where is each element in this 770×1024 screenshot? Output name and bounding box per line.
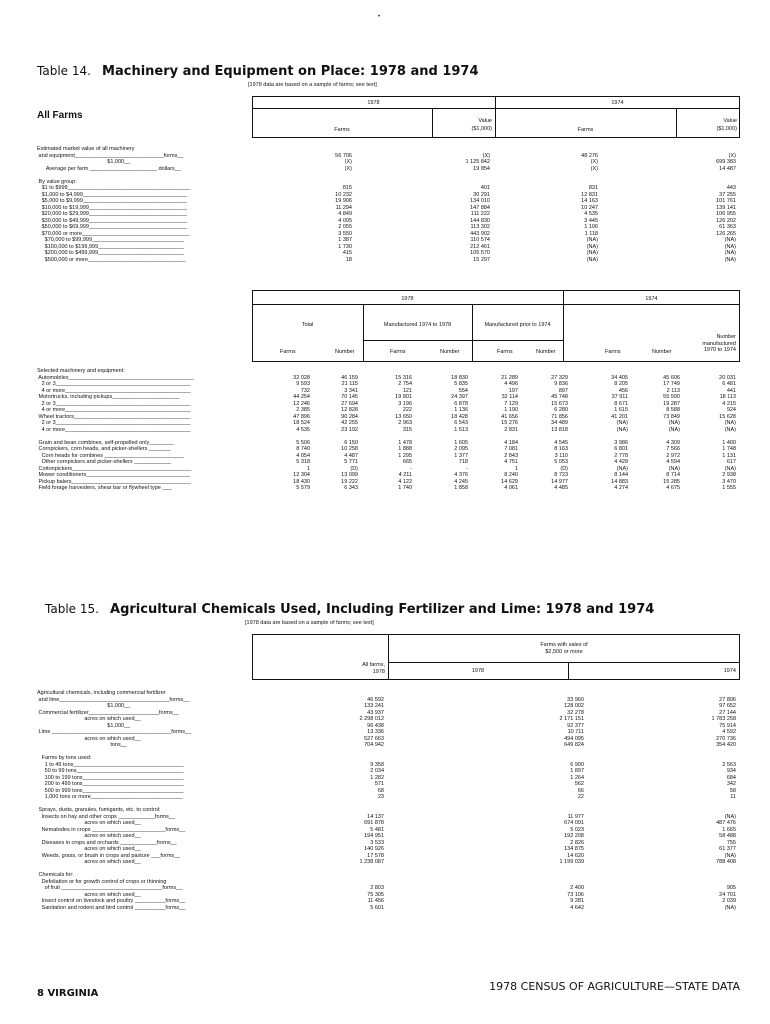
t14b-head-number-74: Number bbox=[652, 349, 672, 355]
table15-note: [1978 data are based on a sample of farms; see text] bbox=[245, 620, 374, 626]
t14b-row-labels: Selected machinery and equipment: Automobiles_________________________________________ 2 or 3____________________________________________ 4 or more_________________________________________ Motortrucks, including pickups______________________ 2 or 3____________________________________________ 4 or more_________________________________________ Wheel tractors______________________________________ 2 or 3____________________________________________ 4 or more_________________________________________ Grain and bean combines, self-propelled only________ Cornpickers, corn heads, and picker-shellers _______ Corn heads for combines __________________________ Other cornpickers and picker-shellers ____________ Cottonpickers_______________________________________ Mower conditioners__________________________________ Pickup balers_______________________________________ Field forage harvesters, shear bar or flywheel type ___ bbox=[37, 368, 194, 491]
table15-heading: Agricultural Chemicals Used, Including Fertilizer and Lime: 1978 and 1974 bbox=[110, 602, 655, 617]
t14b-head-farms-mfg2: Farms bbox=[497, 349, 513, 355]
section-all-farms: All Farms bbox=[37, 110, 83, 121]
t14-head-1978: 1978 bbox=[367, 100, 380, 106]
t14b-head-farms-total: Farms bbox=[280, 349, 296, 355]
t14-head-value-78: Value bbox=[478, 118, 492, 124]
t15-head-1974: 1974 bbox=[723, 668, 736, 674]
t14b-head-mfg1: Manufactured 1974 to 1978 bbox=[383, 322, 452, 328]
t15-col-sales-1974: 27 806 97 652 27 144 1 783 258 75 914 4 592 270 736 354 420 2 563 934 684 342 58 11 (NA) 487 476 1 665 58 488 755 61 377 (NA) 788 408 905 24 701 2 039 (NA) bbox=[711, 696, 736, 911]
t14b-col-mfg2-farms: 21 289 4 496 197 32 114 7 129 1 190 41 656 15 276 2 831 4 184 7 081 2 843 4 751 1 8 240 14 629 4 061 bbox=[501, 374, 518, 491]
t14-head-value-unit-74: ($1,000) bbox=[716, 126, 737, 132]
table14-note: [1978 data are based on a sample of farms; see text] bbox=[248, 82, 377, 88]
t14b-head-number-mfg1: Number bbox=[440, 349, 460, 355]
t14a-col-value-1978: (X) 1 125 842 19 854 401 30 291 134 010 147 884 111 222 144 830 113 302 443 902 110 574 212 461 105 570 15 297 bbox=[465, 152, 490, 263]
t14b-col-mfg1-farms: 15 316 2 754 121 19 801 3 196 222 13 650 2 963 315 1 478 1 888 1 295 665 - 4 211 4 122 1 740 bbox=[395, 374, 412, 491]
t15-head-allfarms: All farms, 1978 bbox=[362, 662, 385, 675]
t14b-col-mfg2-number: 27 329 9 836 897 45 748 15 673 6 280 71 856 34 489 13 818 4 545 8 163 3 110 5 053 (D) 8 723 14 977 4 485 bbox=[551, 374, 568, 491]
t14b-col-farms-1974: 34 405 8 205 456 37 911 8 671 1 615 41 201 (NA) (NA) 3 986 6 801 2 778 4 428 (NA) 8 144 14 883 4 274 bbox=[611, 374, 628, 491]
t14a-col-farms-1974: 48 276 (X) (X) 831 12 831 14 163 10 247 4 535 3 445 1 106 1 118 (NA) (NA) (NA) (NA) bbox=[581, 152, 598, 263]
t14b-col-mfg1-number: 18 830 5 835 554 24 397 6 878 1 136 18 428 6 543 1 513 1 605 2 095 1 377 718 - 4 376 4 245 1 858 bbox=[451, 374, 468, 491]
t14b-head-number-mfg-7074: Number manufactured 1970 to 1974 bbox=[702, 334, 736, 353]
t15-col-all-1978: 46 592 133 241 43 937 2 298 012 96 438 13 336 527 663 704 942 9 358 2 034 1 282 571 68 23 14 137 691 878 5 481 194 951 3 533 140 926 17 578 1 238 087 2 803 75 305 11 456 5 601 bbox=[359, 696, 384, 911]
t14-head-value-unit-78: ($1,000) bbox=[471, 126, 492, 132]
table14-heading: Machinery and Equipment on Place: 1978 and 1974 bbox=[102, 64, 479, 79]
table14-number: Table 14. bbox=[37, 64, 91, 78]
page-footer-right: 1978 CENSUS OF AGRICULTURE—STATE DATA bbox=[489, 980, 740, 993]
table14-title bbox=[37, 60, 479, 79]
t14b-col-total-number: 46 159 21 115 3 341 70 145 27 694 12 828 90 284 42 255 23 192 6 150 10 258 4 487 5 771 (D) 13 099 19 222 6 343 bbox=[341, 374, 358, 491]
t14b-head-farms-mfg1: Farms bbox=[390, 349, 406, 355]
t15-head-1978: 1978 bbox=[471, 668, 485, 674]
t15-head-sales: Farms with sales of $2,500 or more bbox=[540, 642, 588, 655]
t14b-col-number-1974: 45 606 17 749 2 113 55 500 19 287 8 588 73 849 (NA) (NA) 4 309 7 566 2 972 4 594 (NA) 8 714 15 285 4 675 bbox=[663, 374, 680, 491]
t14b-head-total: Total bbox=[301, 322, 314, 328]
table15-number: Table 15. bbox=[45, 602, 99, 616]
t14b-col-number-mfg-7074: 20 031 6 481 441 18 113 4 215 924 15 628 (NA) (NA) 1 400 1 748 1 131 617 (NA) 2 938 3 470 1 555 bbox=[719, 374, 736, 491]
t15-col-sales-1978: 33 960 128 002 32 278 2 171 151 92 377 10 711 494 095 649 824 6 900 1 897 1 264 562 66 22 11 977 674 091 5 023 192 208 2 826 134 875 14 620 1 199 039 2 400 73 106 9 281 4 642 bbox=[559, 696, 584, 911]
t14b-head-number-mfg2: Number bbox=[536, 349, 556, 355]
t14-head-value-74: Value bbox=[723, 118, 737, 124]
t14-head-1974: 1974 bbox=[611, 100, 624, 106]
t14b-head-1974: 1974 bbox=[645, 296, 658, 302]
stray-mark: • bbox=[378, 14, 381, 20]
t14a-col-farms-1978: 56 706 (X) (X) 815 10 232 19 906 11 294 4 849 4 005 2 055 3 550 1 387 1 730 415 18 bbox=[335, 152, 352, 263]
t14b-col-total-farms: 32 028 9 593 732 44 254 12 246 2 385 47 896 18 524 4 535 5 506 8 740 4 054 5 318 1 12 304 18 430 5 579 bbox=[293, 374, 310, 491]
page-footer-left: 8 VIRGINIA bbox=[37, 988, 99, 999]
t15-row-labels: Agricultural chemicals, including commercial fertilizer and lime____________________________________forms__ $1,000__ Commercial fertilizer_______________________forms__ acres on which used__ $1,000__ Lime _______________________________________forms__ acres on which used__ tons__ Farms by tons used: 1 to 49 tons____________________________________ 50 to 99 tons___________________________________ 100 to 199 tons_________________________________ 200 to 499 tons_________________________________ 500 to 999 tons_________________________________ 1,000 tons or more______________________________ Sprays, dusts, granules, fumigants, etc. to control: Insects on hay and other crops ____________forms__ acres on which used__ Nematodes in crops ________________________forms__ acres on which used__ Diseases in crops and orchards ____________forms__ acres on which used__ Weeds, grass, or brush in crops and pasture ___forms__ acres on which used__ Chemicals for: Defoliation or for growth control of crops or thinning of fruit _________________________________forms__ acres on which used__ Insect control on livestock and poultry __________forms__ Sanitation and rodent and bird control __________forms__ bbox=[37, 690, 192, 911]
t14b-head-farms-74: Farms bbox=[605, 349, 621, 355]
t14b-head-mfg2: Manufactured prior to 1974 bbox=[484, 322, 551, 328]
t14-head-farms-74: Farms bbox=[577, 127, 594, 133]
t14b-head-number-total: Number bbox=[335, 349, 355, 355]
t14a-row-labels: Estimated market value of all machinery and equipment_____________________________forms__ $1,000__ Average per farm ______________________ dollars__ By value group: $1 to $999________________________________________ $1,000 to $4,999__________________________________ $5,000 to $9,999__________________________________ $10,000 to $19,999________________________________ $20,000 to $29,999________________________________ $30,000 to $49,999________________________________ $50,000 to $69,999________________________________ $70,000 or more___________________________________ $70,000 to $99,999______________________________ $100,000 to $199,999____________________________ $200,000 to $499,999____________________________ $500,000 or more________________________________ bbox=[37, 146, 190, 263]
table15-title bbox=[45, 598, 654, 617]
t14b-head-1978: 1978 bbox=[401, 296, 414, 302]
t14-head-farms-78: Farms bbox=[334, 127, 350, 133]
t14a-col-value-1974: (X) 699 383 14 487 443 37 255 101 761 139 141 106 955 126 202 61 363 126 265 (NA) (NA) (NA) (NA) bbox=[716, 152, 736, 263]
